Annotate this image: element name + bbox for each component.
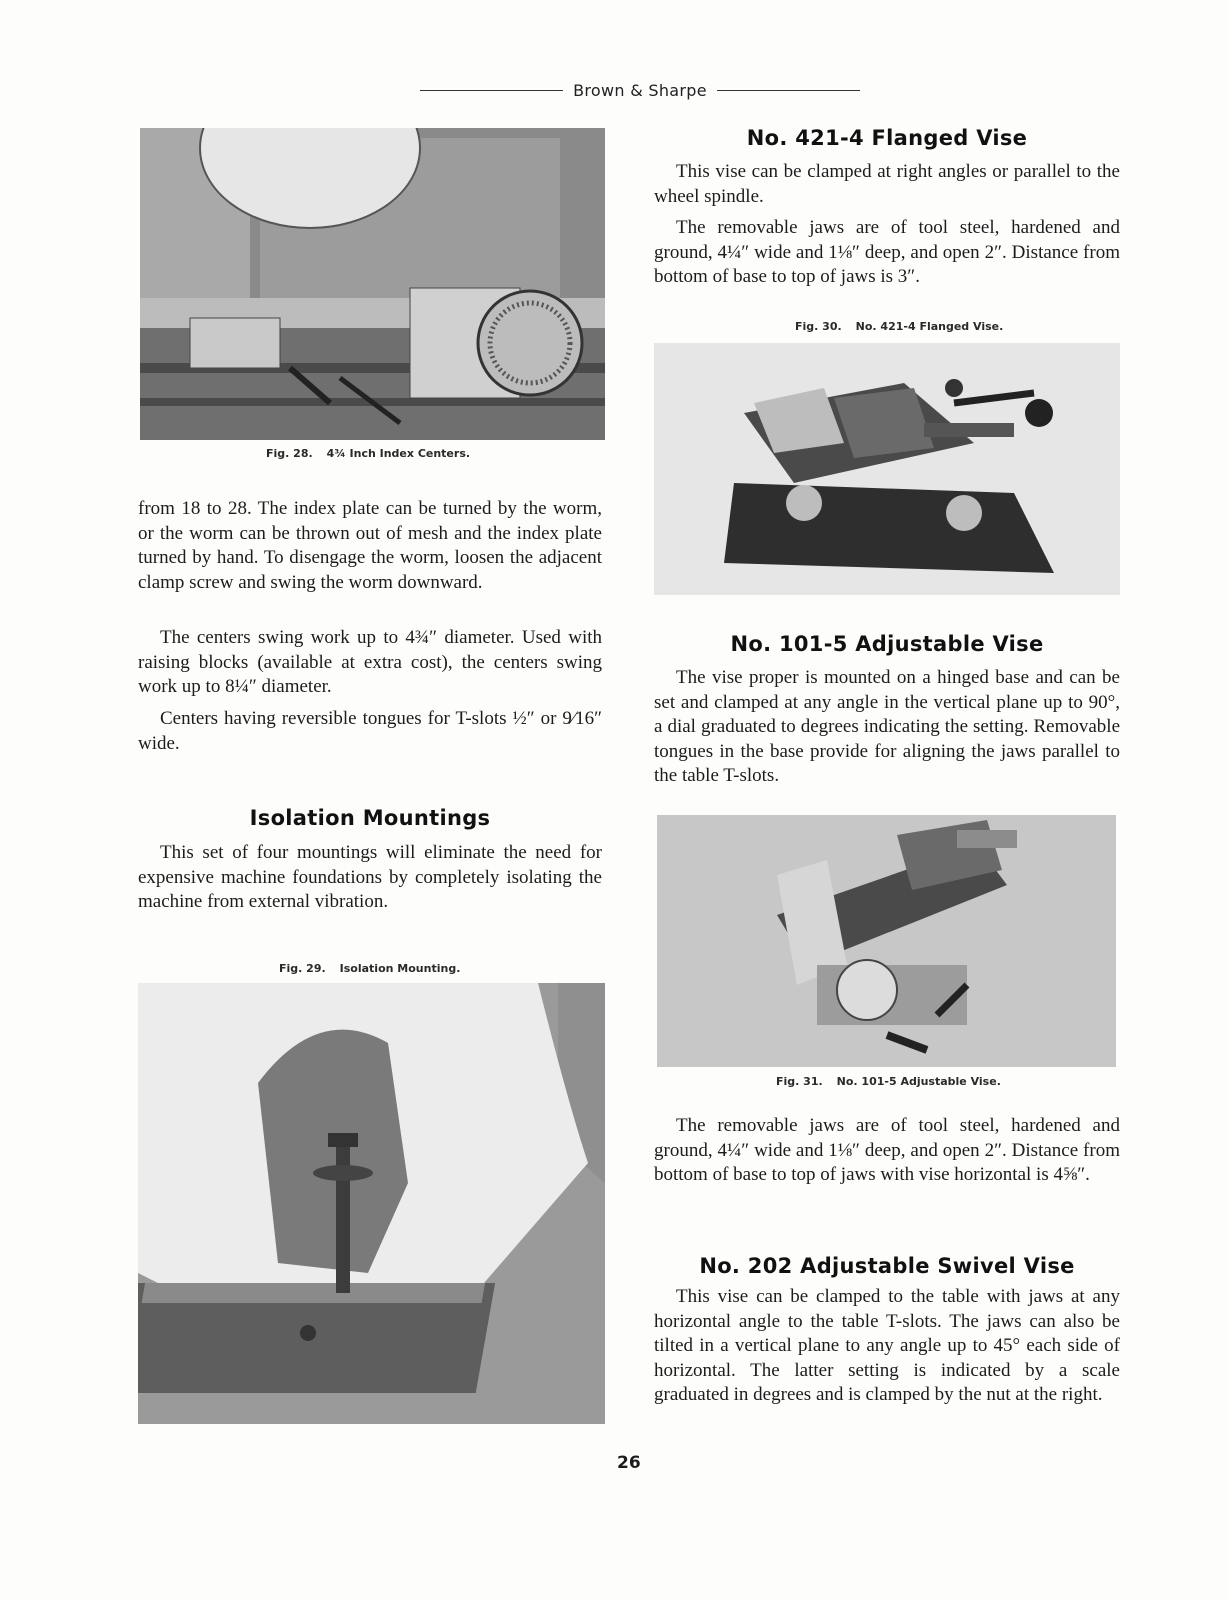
index-centers-photo [140, 128, 605, 440]
flanged-vise-paragraph-2: The removable jaws are of tool steel, hardened and ground, 4¼″ wide and 1⅛″ deep, and open 2″. Distance from bottom of base to top of jaws is 3″. [654, 217, 1120, 287]
adjustable-vise-photo [657, 815, 1116, 1067]
flanged-vise-photo [654, 343, 1120, 595]
adjustable-vise-paragraph-2: The removable jaws are of tool steel, hardened and ground, 4¼″ wide and 1⅛″ deep, and open 2″. Distance from bottom of base to top of jaws with vise horizontal is 4⅝″. [654, 1115, 1120, 1185]
fig29-number: Fig. 29. [279, 962, 326, 975]
fig30-number: Fig. 30. [795, 320, 842, 333]
adjustable-vise-heading: No. 101-5 Adjustable Vise [730, 632, 1044, 656]
fig28-title: 4¾ Inch Index Centers. [326, 447, 471, 460]
fig29-caption [279, 962, 460, 975]
swivel-vise-paragraph: This vise can be clamped to the table with jaws at any horizontal angle to the table T-slots. The jaws can also be tilted in a vertical plane to any angle up to 45° each side of horizontal. The latter setting is indicated by a scale graduated in degrees and is clamped by the nut at the right. [654, 1286, 1120, 1405]
swivel-vise-heading: No. 202 Adjustable Swivel Vise [699, 1254, 1075, 1278]
fig28-number: Fig. 28. [266, 447, 313, 460]
left-paragraph-2: The centers swing work up to 4¾″ diameter. Used with raising blocks (available at extra cost), the centers swing work up to 8¼″ diameter. [138, 627, 602, 697]
page-number: 26 [617, 1453, 641, 1473]
fig28-caption [266, 447, 470, 460]
fig31-number: Fig. 31. [776, 1075, 823, 1088]
isolation-mounting-photo [138, 983, 605, 1424]
isolation-heading: Isolation Mountings [249, 806, 491, 830]
adjustable-vise-paragraph-1: The vise proper is mounted on a hinged base and can be set and clamped at any angle in the vertical plane up to 90°, a dial graduated to degrees indicating the setting. Removable tongues in the base provide for aligning the jaws parallel to the table T-slots. [654, 667, 1120, 786]
flanged-vise-heading: No. 421-4 Flanged Vise [746, 126, 1028, 150]
fig31-title: No. 101-5 Adjustable Vise. [836, 1075, 1001, 1088]
running-header [420, 78, 860, 102]
left-paragraph-3: Centers having reversible tongues for T-slots ½″ or 9⁄16″ wide. [138, 708, 602, 754]
isolation-paragraph: This set of four mountings will eliminate the need for expensive machine foundations by completely isolating the machine from external vibration. [138, 842, 602, 912]
fig31-caption [776, 1075, 1001, 1088]
fig29-title: Isolation Mounting. [339, 962, 461, 975]
fig30-caption [795, 320, 1003, 333]
fig30-title: No. 421-4 Flanged Vise. [855, 320, 1004, 333]
header-title: Brown & Sharpe [573, 80, 707, 100]
left-paragraph-1: from 18 to 28. The index plate can be turned by the worm, or the worm can be thrown out of mesh and the index plate turned by hand. To disengage the worm, loosen the adjacent clamp screw and swing the worm downward. [138, 498, 602, 593]
header-rule-left [420, 90, 563, 91]
flanged-vise-paragraph-1: This vise can be clamped at right angles or parallel to the wheel spindle. [654, 161, 1120, 207]
header-rule-right [717, 90, 860, 91]
